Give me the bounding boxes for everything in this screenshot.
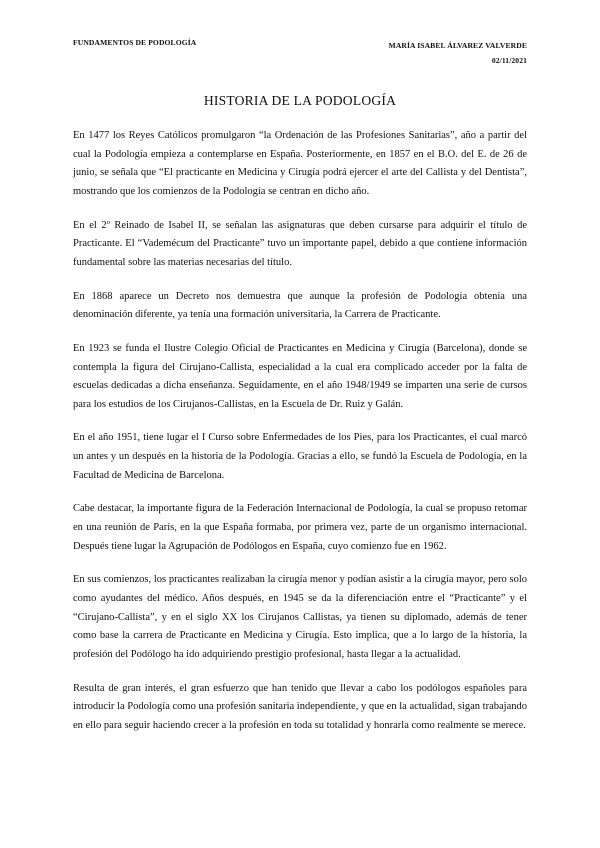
paragraph: En 1868 aparece un Decreto nos demuestra que aunque la profesión de Podología obtenía una denominación diferente, ya tenía una formación universitaria, la Carrera de Practicante. [73,290,527,321]
author-block [389,38,527,68]
document-date: 02/11/2021 [491,56,527,65]
document-body [73,127,527,751]
paragraph: Resulta de gran interés, el gran esfuerzo que han tenido que llevar a cabo los podólogos españoles para introducir la Podología como una profesión sanitaria independiente, y que en la actualidad, sigan trabajando en ello para seguir haciendo crecer a la profesión en toda su totalidad y honrarla como realmente se merece. [73,682,527,731]
course-name: FUNDAMENTOS DE PODOLOGÍA [73,38,197,47]
author-name: MARÍA ISABEL ÁLVAREZ VALVERDE [388,41,527,50]
paragraph: En 1477 los Reyes Católicos promulgaron “la Ordenación de las Profesiones Sanitarias”, año a partir del cual la Podología empieza a contemplarse en España. Posteriormente, en 1857 en el B.O. del E. de 26 de junio, se señala que “El practicante en Medicina y Cirugía podrá ejercer el arte del Callista y del Dentista”, mostrando que los comienzos de la Podología se centran en dicho año. [73,130,527,197]
paragraph: En el 2º Reinado de Isabel II, se señalan las asignaturas que deben cursarse para adquirir el título de Practicante. El “Vademécum del Practicante” tuvo un importante papel, debido a que contiene información fundamental sobre las materias necesarias del título. [73,219,527,268]
paragraph: En sus comienzos, los practicantes realizaban la cirugía menor y podían asistir a la cirugía mayor, pero solo como ayudantes del médico. Años después, en 1945 se da la diferenciación entre el “Practicante” y el “Cirujano-Callista”, y en el siglo XX los Cirujanos Callistas, ya tienen su diplomado, además de tener como base la carrera de Practicante en Medicina y Cirugía. Esto implica, que a lo largo de la historia, la profesión del Podólogo ha ido adquiriendo prestigio profesional, hasta llegar a la actualidad. [73,574,527,660]
paragraph: En el año 1951, tiene lugar el I Curso sobre Enfermedades de los Pies, para los Practicantes, el cual marcó un antes y un después en la historia de la Podología. Gracias a ello, se fundó la Escuela de Podología, en la Facultad de Medicina de Barcelona. [73,432,527,481]
paragraph: Cabe destacar, la importante figura de la Federación Internacional de Podología, la cual se propuso retomar en una reunión de París, en la que España formaba, por primera vez, parte de un organismo internacional. Después tiene lugar la Agrupación de Podólogos en España, cuyo comienzo fue en 1962. [73,503,527,552]
paragraph: En 1923 se funda el Ilustre Colegio Oficial de Practicantes en Medicina y Cirugía (Barcelona), donde se contempla la figura del Cirujano-Callista, especialidad a la cual era complicado acceder por la falta de escuelas dedicadas a dicha enseñanza. Seguidamente, en el año 1948/1949 se imparten una serie de cursos para los estudios de los Cirujanos-Callistas, en la Escuela de Dr. Ruiz y Galán. [73,342,527,410]
document-title: HISTORIA DE LA PODOLOGÍA [203,93,397,108]
